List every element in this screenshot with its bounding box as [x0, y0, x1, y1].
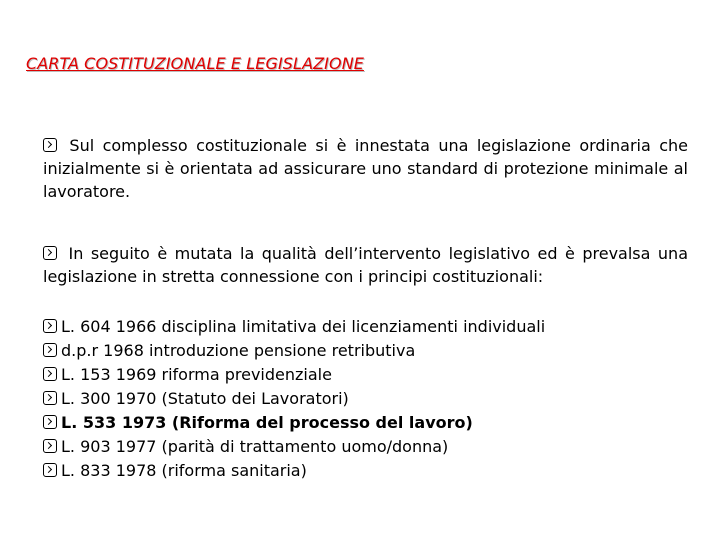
list-item-text: L. 833 1978 (riforma sanitaria)	[61, 461, 307, 480]
list-item	[43, 387, 545, 411]
list-item-text: L. 300 1970 (Statuto dei Lavoratori)	[61, 389, 349, 408]
chevron-box-icon	[43, 391, 57, 405]
chevron-box-icon	[43, 415, 57, 429]
list-item	[43, 411, 545, 435]
chevron-box-icon	[43, 246, 57, 260]
slide-title: CARTA COSTITUZIONALE E LEGISLAZIONE	[26, 54, 364, 73]
list-item	[43, 315, 545, 339]
list-item-text: L. 533 1973 (Riforma del processo del lavoro)	[61, 413, 473, 432]
paragraph-1-text: Sul complesso costituzionale si è innestata una legislazione ordinaria che inizialmente si è orientata ad assicurare uno standard di protezione minimale al lavoratore.	[43, 136, 688, 201]
chevron-box-icon	[43, 343, 57, 357]
chevron-box-icon	[43, 138, 57, 152]
list-item	[43, 459, 545, 483]
paragraph-2	[43, 242, 688, 288]
chevron-box-icon	[43, 319, 57, 333]
chevron-box-icon	[43, 367, 57, 381]
paragraph-2-text: In seguito è mutata la qualità dell’intervento legislativo ed è prevalsa una legislazione in stretta connessione con i principi costituzionali:	[43, 244, 689, 286]
list-item	[43, 435, 545, 459]
chevron-box-icon	[43, 463, 57, 477]
list-item-text: L. 903 1977 (parità di trattamento uomo/donna)	[61, 437, 449, 456]
laws-list	[43, 315, 545, 483]
list-item	[43, 339, 545, 363]
list-item-text: L. 604 1966 disciplina limitativa dei licenziamenti individuali	[61, 317, 546, 336]
list-item-text: d.p.r 1968 introduzione pensione retributiva	[61, 341, 416, 360]
paragraph-1	[43, 134, 688, 203]
list-item-text: L. 153 1969 riforma previdenziale	[61, 365, 332, 384]
chevron-box-icon	[43, 439, 57, 453]
list-item	[43, 363, 545, 387]
